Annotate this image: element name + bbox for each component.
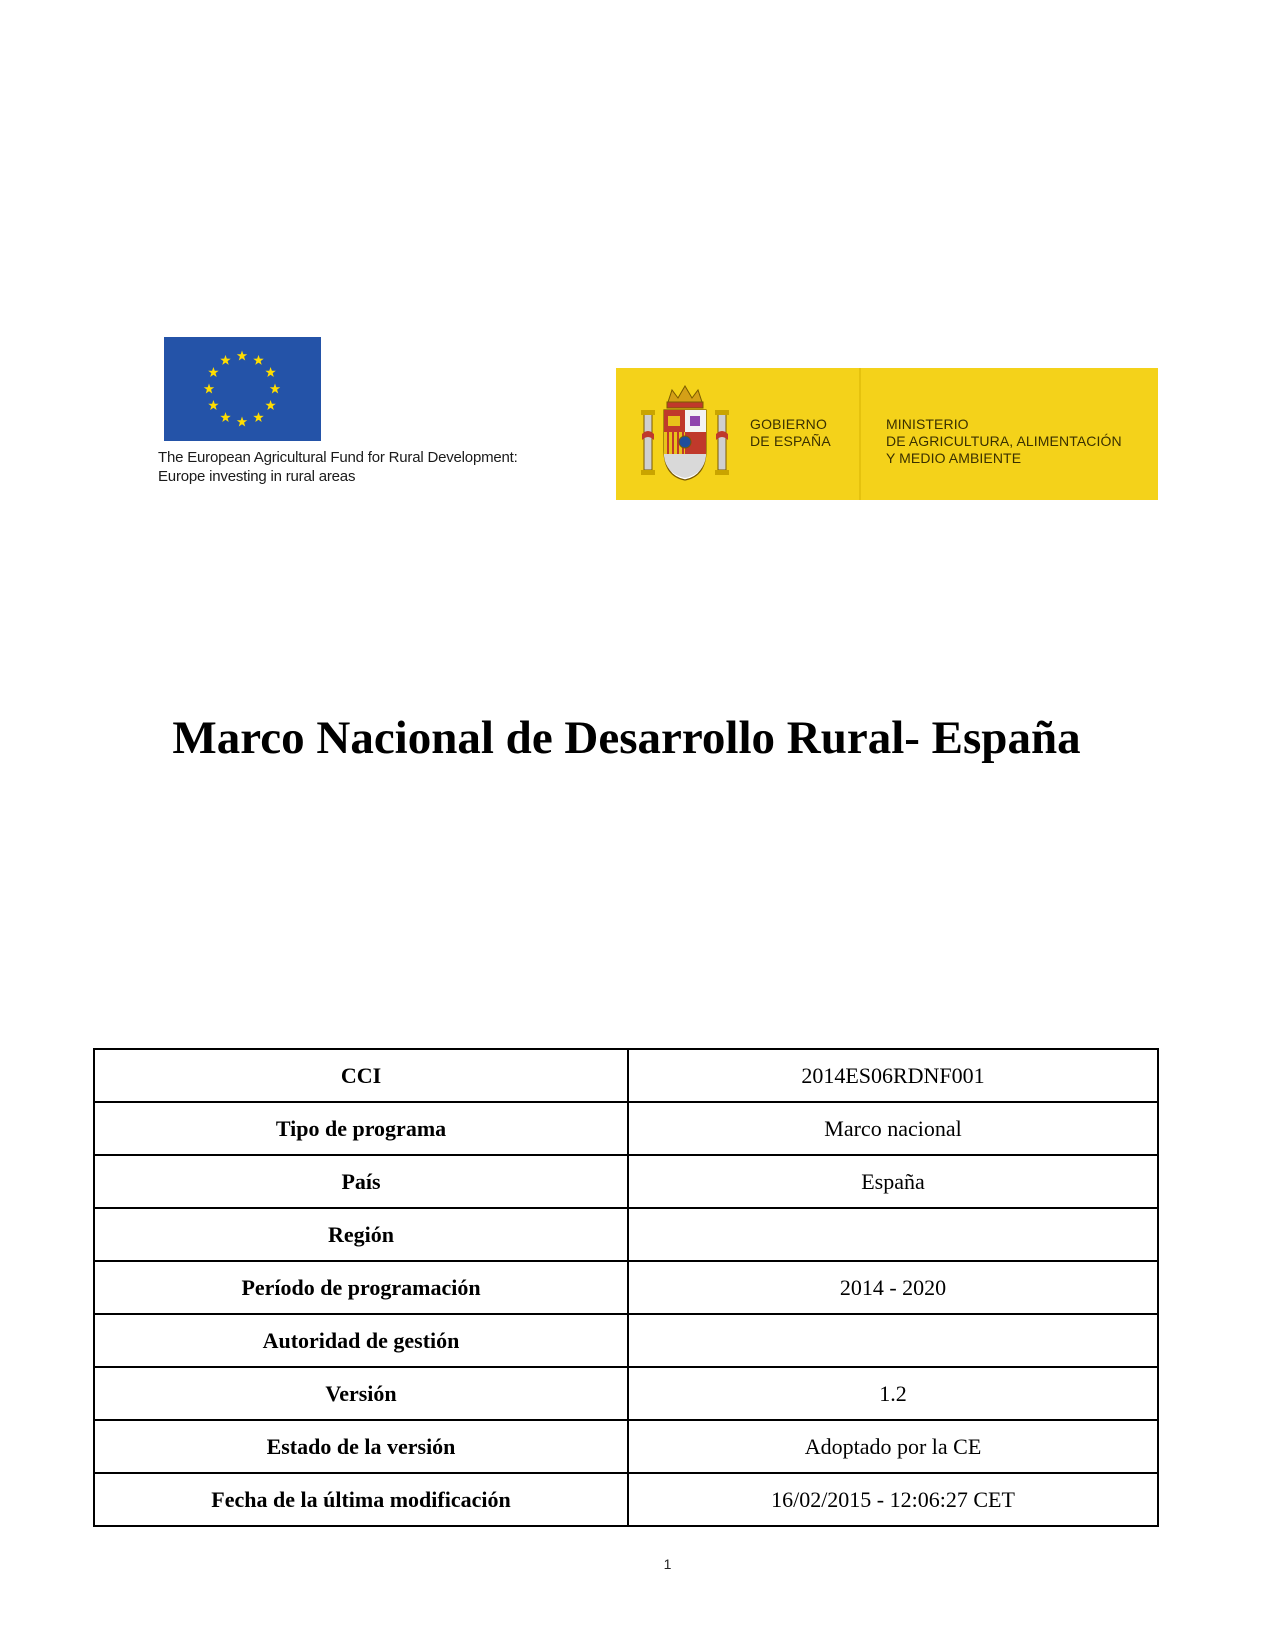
row-label: Fecha de la última modificación [94,1473,628,1526]
row-value: 2014 - 2020 [628,1261,1158,1314]
row-value: 2014ES06RDNF001 [628,1049,1158,1102]
row-value: España [628,1155,1158,1208]
document-title: Marco Nacional de Desarrollo Rural- España [172,712,1081,764]
eu-caption-line-1: The European Agricultural Fund for Rural Development: [158,449,518,466]
ministry-line-2: DE AGRICULTURA, ALIMENTACIÓN [886,433,1122,449]
ministry-line-1: MINISTERIO [886,416,969,432]
row-label: Estado de la versión [94,1420,628,1473]
row-value: 1.2 [628,1367,1158,1420]
eu-star-icon [265,367,275,377]
table-row [94,1314,1158,1367]
gobierno-name [750,416,831,450]
eu-caption-line-2: Europe investing in rural areas [158,468,356,485]
eu-flag-icon [164,337,321,441]
row-label: Versión [94,1367,628,1420]
eu-star-icon [237,351,247,361]
gov-line-2: DE ESPAÑA [750,433,831,449]
row-label: Región [94,1208,628,1261]
row-value: Adoptado por la CE [628,1420,1158,1473]
eu-star-icon [208,400,218,410]
row-value [628,1208,1158,1261]
eu-star-icon [220,412,230,422]
program-info-table [93,1048,1159,1527]
row-label: País [94,1155,628,1208]
row-value: 16/02/2015 - 12:06:27 CET [628,1473,1158,1526]
eu-star-icon [208,367,218,377]
eu-star-icon [237,417,247,427]
gov-line-1: GOBIERNO [750,416,828,432]
eu-caption [158,448,598,486]
row-label: Período de programación [94,1261,628,1314]
eu-star-icon [253,355,263,365]
eu-star-icon [220,355,230,365]
eu-star-icon [253,412,263,422]
table-row [94,1420,1158,1473]
banner-divider [859,368,861,500]
row-value [628,1314,1158,1367]
table-row [94,1102,1158,1155]
table-row [94,1049,1158,1102]
table-row [94,1367,1158,1420]
row-label: Tipo de programa [94,1102,628,1155]
eu-star-icon [204,384,214,394]
ministry-line-3: Y MEDIO AMBIENTE [886,450,1022,466]
gobierno-banner [616,368,1158,500]
ministry-name [886,416,1122,467]
row-label: Autoridad de gestión [94,1314,628,1367]
table-row [94,1155,1158,1208]
row-value: Marco nacional [628,1102,1158,1155]
table-row [94,1208,1158,1261]
coat-of-arms-icon [640,384,730,484]
eu-star-icon [265,400,275,410]
row-label: CCI [94,1049,628,1102]
table-row [94,1473,1158,1526]
eu-star-icon [270,384,280,394]
table-row [94,1261,1158,1314]
page-number: 1 [663,1556,672,1572]
